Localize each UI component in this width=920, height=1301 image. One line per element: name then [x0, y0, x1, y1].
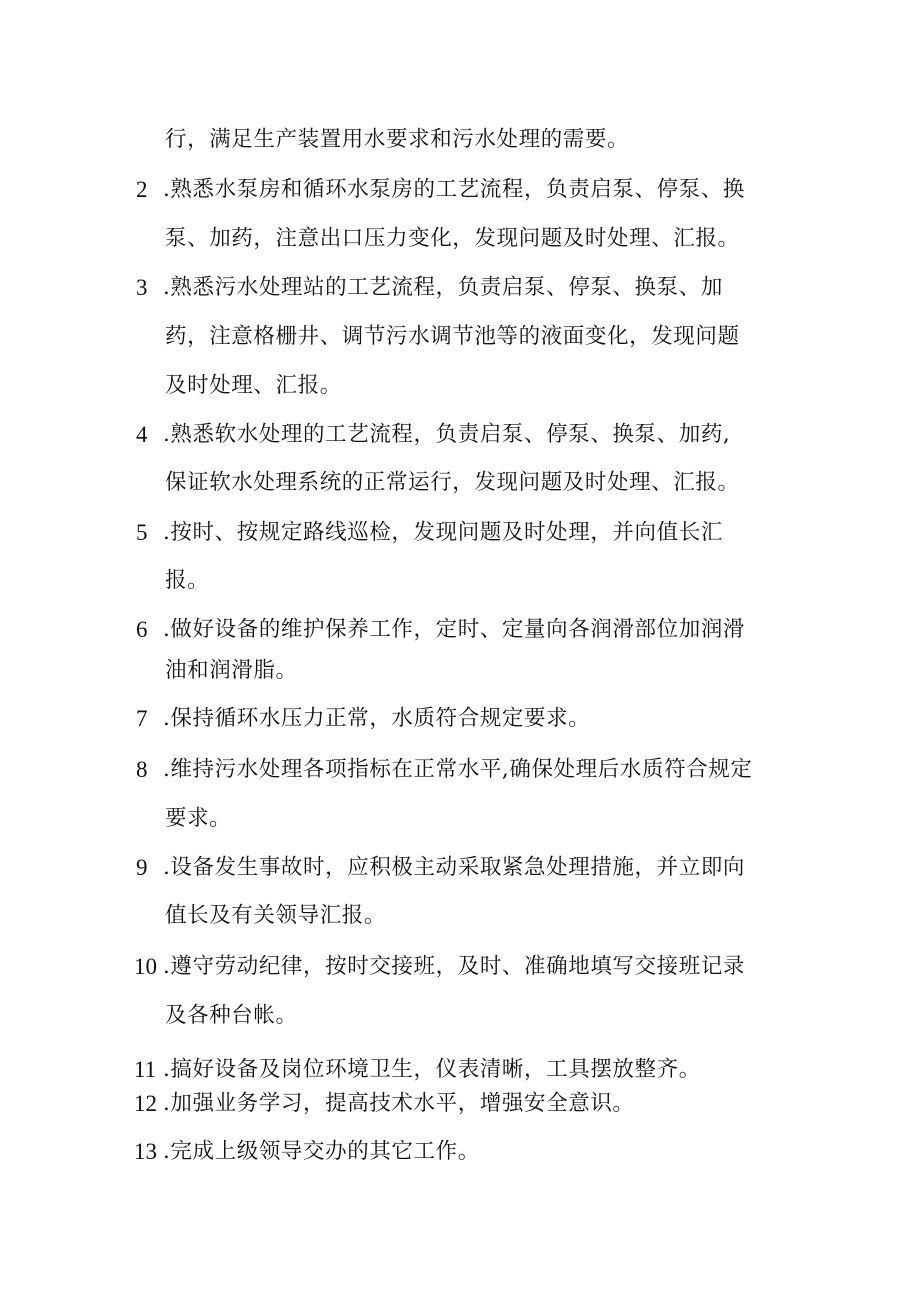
item-text-line: 报。: [165, 568, 210, 593]
item-number: 3: [136, 275, 148, 300]
item-text-line: 保证软水处理系统的正常运行，发现问题及时处理、汇报。: [165, 470, 740, 495]
item-text-line: .维持污水处理各项指标在正常水平,确保处理后水质符合规定: [163, 757, 753, 782]
continuation-line: 行，满足生产装置用水要求和污水处理的需要。: [165, 127, 630, 152]
item-number: 13: [134, 1139, 157, 1164]
item-number: 6: [136, 617, 148, 642]
item-text-line: 要求。: [165, 806, 232, 831]
item-text-line: .遵守劳动纪律，按时交接班，及时、准确地填写交接班记录: [163, 954, 746, 979]
item-number: 8: [136, 757, 148, 782]
item-number: 7: [136, 706, 148, 731]
item-text-line: 药，注意格栅井、调节污水调节池等的液面变化，发现问题: [165, 324, 740, 349]
item-number: 12: [134, 1091, 157, 1116]
item-text-line: 油和润滑脂。: [165, 658, 298, 683]
item-text-line: 泵、加药，注意出口压力变化，发现问题及时处理、汇报。: [165, 226, 740, 251]
item-text-line: .做好设备的维护保养工作，定时、定量向各润滑部位加润滑: [163, 617, 746, 642]
item-text-line: .设备发生事故时，应积极主动采取紧急处理措施，并立即向: [163, 855, 746, 880]
item-text-line: 值长及有关领导汇报。: [165, 903, 387, 928]
item-number: 5: [136, 520, 148, 545]
item-number: 2: [136, 177, 148, 202]
item-text-line: 及各种台帐。: [165, 1003, 298, 1028]
item-text-line: .保持循环水压力正常，水质符合规定要求。: [163, 706, 591, 731]
item-text-line: .按时、按规定路线巡检，发现问题及时处理，并向值长汇: [163, 520, 723, 545]
item-number: 11: [134, 1057, 157, 1082]
item-number: 10: [134, 954, 157, 979]
item-text-line: .完成上级领导交办的其它工作。: [163, 1139, 480, 1164]
item-number: 4: [136, 422, 148, 447]
item-text-line: .加强业务学习，提高技术水平，增强安全意识。: [163, 1091, 635, 1116]
item-text-line: 及时处理、汇报。: [165, 373, 342, 398]
item-text-line: .熟悉水泵房和循环水泵房的工艺流程，负责启泵、停泵、换: [163, 177, 746, 202]
item-text-line: .搞好设备及岗位环境卫生，仪表清晰，工具摆放整齐。: [163, 1057, 701, 1082]
item-text-line: .熟悉软水处理的工艺流程，负责启泵、停泵、换泵、加药,: [163, 422, 731, 447]
item-number: 9: [136, 855, 148, 880]
item-text-line: .熟悉污水处理站的工艺流程，负责启泵、停泵、换泵、加: [163, 275, 723, 300]
